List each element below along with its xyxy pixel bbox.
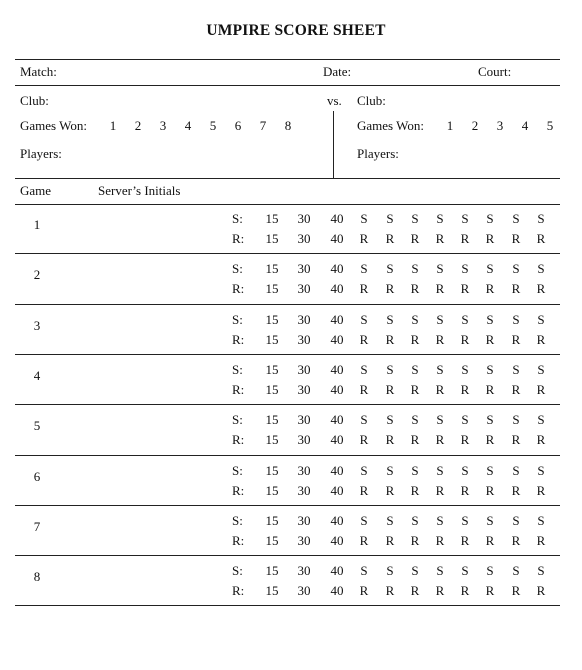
server-mark: S	[360, 462, 368, 478]
server-point: 40	[330, 412, 344, 428]
server-mark: S	[436, 261, 444, 277]
server-mark: S	[360, 512, 368, 528]
game-number: 5	[33, 418, 41, 434]
game-number: 3	[33, 317, 41, 333]
receiver-point: 30	[297, 231, 311, 246]
server-mark: S	[461, 462, 469, 478]
server-point: 40	[330, 512, 344, 528]
server-point: 30	[297, 311, 311, 327]
receiver-point: 30	[297, 331, 311, 347]
receiver-point: 15	[265, 231, 279, 246]
receiver-mark: R	[385, 532, 395, 548]
receiver-mark: R	[485, 231, 495, 246]
receiver-point: 30	[297, 381, 311, 397]
right-club-label: Club:	[357, 93, 386, 108]
left-games-won-number: 5	[209, 118, 217, 133]
receiver-mark: R	[359, 331, 369, 347]
server-label: S:	[232, 261, 243, 277]
right-games-won-number: 4	[521, 118, 529, 133]
server-label: S:	[232, 412, 243, 428]
receiver-mark: R	[385, 381, 395, 397]
server-point: 15	[265, 462, 279, 478]
server-mark: S	[486, 261, 494, 277]
server-label: S:	[232, 462, 243, 478]
receiver-mark: R	[410, 381, 420, 397]
server-point: 15	[265, 412, 279, 428]
receiver-point: 40	[330, 331, 344, 347]
server-point: 40	[330, 462, 344, 478]
game-row-rule	[15, 404, 560, 405]
server-mark: S	[411, 412, 419, 428]
team-divider	[333, 111, 334, 178]
server-mark: S	[411, 311, 419, 327]
server-mark: S	[537, 361, 545, 377]
receiver-point: 15	[265, 583, 279, 599]
server-mark: S	[512, 563, 520, 579]
receiver-mark: R	[359, 381, 369, 397]
server-mark: S	[386, 211, 394, 226]
receiver-mark: R	[511, 381, 521, 397]
receiver-point: 40	[330, 281, 344, 297]
receiver-label: R:	[232, 231, 245, 246]
receiver-point: 15	[265, 331, 279, 347]
server-point: 30	[297, 512, 311, 528]
receiver-mark: R	[410, 331, 420, 347]
receiver-label: R:	[232, 381, 245, 397]
receiver-mark: R	[536, 432, 546, 448]
column-heading-rule	[15, 204, 560, 205]
server-mark: S	[537, 311, 545, 327]
server-point: 15	[265, 211, 279, 226]
server-mark: S	[486, 211, 494, 226]
server-mark: S	[486, 512, 494, 528]
receiver-mark: R	[460, 583, 470, 599]
receiver-mark: R	[511, 231, 521, 246]
receiver-mark: R	[435, 482, 445, 498]
left-games-won-number: 6	[234, 118, 242, 133]
receiver-mark: R	[485, 432, 495, 448]
receiver-mark: R	[410, 281, 420, 297]
game-column-heading: Game	[20, 183, 52, 198]
left-games-won-number: 2	[134, 118, 142, 133]
server-mark: S	[386, 311, 394, 327]
receiver-mark: R	[435, 231, 445, 246]
server-mark: S	[512, 211, 520, 226]
receiver-point: 40	[330, 432, 344, 448]
game-number: 1	[33, 217, 41, 232]
server-mark: S	[461, 211, 469, 226]
receiver-mark: R	[536, 231, 546, 246]
receiver-point: 40	[330, 231, 344, 246]
receiver-mark: R	[359, 281, 369, 297]
receiver-mark: R	[511, 532, 521, 548]
receiver-mark: R	[511, 331, 521, 347]
server-mark: S	[461, 361, 469, 377]
server-mark: S	[436, 361, 444, 377]
server-point: 15	[265, 261, 279, 277]
receiver-mark: R	[511, 281, 521, 297]
receiver-mark: R	[410, 583, 420, 599]
receiver-mark: R	[460, 331, 470, 347]
server-point: 40	[330, 563, 344, 579]
receiver-point: 40	[330, 532, 344, 548]
server-mark: S	[436, 512, 444, 528]
right-games-won-number: 2	[471, 118, 479, 133]
receiver-mark: R	[536, 532, 546, 548]
server-mark: S	[411, 361, 419, 377]
server-mark: S	[461, 412, 469, 428]
server-point: 15	[265, 512, 279, 528]
server-point: 15	[265, 311, 279, 327]
left-players-label: Players:	[20, 146, 62, 161]
receiver-point: 40	[330, 583, 344, 599]
game-number: 6	[33, 468, 41, 484]
receiver-mark: R	[536, 331, 546, 347]
server-point: 30	[297, 462, 311, 478]
receiver-point: 30	[297, 482, 311, 498]
server-mark: S	[537, 563, 545, 579]
right-games-won-number: 1	[446, 118, 454, 133]
receiver-mark: R	[460, 281, 470, 297]
server-mark: S	[360, 211, 368, 226]
server-point: 15	[265, 563, 279, 579]
game-row-rule	[15, 455, 560, 456]
server-mark: S	[360, 563, 368, 579]
game-row-rule	[15, 605, 560, 606]
servers-initials-heading: Server’s Initials	[98, 183, 181, 198]
receiver-mark: R	[385, 583, 395, 599]
receiver-mark: R	[385, 231, 395, 246]
server-label: S:	[232, 211, 243, 226]
receiver-mark: R	[385, 281, 395, 297]
receiver-mark: R	[435, 583, 445, 599]
game-number: 8	[33, 569, 41, 585]
receiver-mark: R	[435, 281, 445, 297]
receiver-mark: R	[460, 532, 470, 548]
receiver-mark: R	[511, 432, 521, 448]
sheet-title: UMPIRE SCORE SHEET	[206, 22, 386, 39]
server-mark: S	[411, 512, 419, 528]
server-mark: S	[411, 462, 419, 478]
receiver-mark: R	[435, 432, 445, 448]
server-mark: S	[386, 462, 394, 478]
receiver-mark: R	[359, 583, 369, 599]
receiver-mark: R	[435, 331, 445, 347]
receiver-mark: R	[536, 281, 546, 297]
server-mark: S	[436, 563, 444, 579]
right-players-label: Players:	[357, 146, 399, 161]
server-point: 30	[297, 261, 311, 277]
receiver-point: 15	[265, 432, 279, 448]
server-point: 15	[265, 361, 279, 377]
server-mark: S	[486, 361, 494, 377]
receiver-mark: R	[511, 482, 521, 498]
receiver-label: R:	[232, 482, 245, 498]
server-point: 40	[330, 211, 344, 226]
receiver-mark: R	[410, 482, 420, 498]
receiver-point: 15	[265, 281, 279, 297]
game-row-rule	[15, 555, 560, 556]
server-mark: S	[360, 261, 368, 277]
receiver-mark: R	[485, 532, 495, 548]
server-mark: S	[486, 311, 494, 327]
receiver-mark: R	[536, 583, 546, 599]
server-mark: S	[537, 211, 545, 226]
server-point: 40	[330, 261, 344, 277]
receiver-mark: R	[410, 231, 420, 246]
receiver-point: 40	[330, 381, 344, 397]
server-mark: S	[436, 211, 444, 226]
receiver-mark: R	[435, 532, 445, 548]
server-mark: S	[537, 412, 545, 428]
receiver-mark: R	[410, 532, 420, 548]
vs-label: vs.	[327, 93, 342, 108]
server-point: 30	[297, 361, 311, 377]
game-row-rule	[15, 304, 560, 305]
receiver-mark: R	[460, 381, 470, 397]
receiver-label: R:	[232, 532, 245, 548]
receiver-mark: R	[536, 482, 546, 498]
receiver-mark: R	[485, 381, 495, 397]
server-mark: S	[461, 261, 469, 277]
server-mark: S	[386, 512, 394, 528]
receiver-point: 40	[330, 482, 344, 498]
receiver-point: 30	[297, 281, 311, 297]
server-label: S:	[232, 512, 243, 528]
server-mark: S	[486, 563, 494, 579]
right-games-won-number: 5	[546, 118, 554, 133]
receiver-mark: R	[460, 482, 470, 498]
receiver-mark: R	[359, 231, 369, 246]
receiver-point: 15	[265, 532, 279, 548]
server-mark: S	[386, 563, 394, 579]
header-match-rule	[15, 85, 560, 86]
receiver-mark: R	[511, 583, 521, 599]
server-mark: S	[486, 462, 494, 478]
server-mark: S	[537, 512, 545, 528]
left-games-won-number: 8	[284, 118, 292, 133]
game-number: 7	[33, 518, 41, 534]
left-games-won-number: 1	[109, 118, 117, 133]
server-mark: S	[411, 563, 419, 579]
game-number: 4	[33, 367, 41, 383]
receiver-point: 30	[297, 432, 311, 448]
server-point: 30	[297, 563, 311, 579]
game-row-rule	[15, 253, 560, 254]
receiver-mark: R	[485, 281, 495, 297]
receiver-mark: R	[460, 231, 470, 246]
receiver-mark: R	[485, 331, 495, 347]
date-label: Date:	[323, 64, 352, 79]
server-mark: S	[436, 412, 444, 428]
header-bottom-rule	[15, 178, 560, 179]
server-mark: S	[360, 311, 368, 327]
server-mark: S	[386, 361, 394, 377]
left-club-label: Club:	[20, 93, 49, 108]
left-games-won-number: 7	[259, 118, 267, 133]
receiver-mark: R	[536, 381, 546, 397]
server-mark: S	[436, 311, 444, 327]
receiver-point: 15	[265, 482, 279, 498]
server-mark: S	[537, 462, 545, 478]
game-row-rule	[15, 505, 560, 506]
server-mark: S	[360, 412, 368, 428]
server-point: 30	[297, 211, 311, 226]
receiver-label: R:	[232, 432, 245, 448]
left-games-won-label: Games Won:	[20, 118, 87, 133]
server-mark: S	[537, 261, 545, 277]
receiver-mark: R	[359, 482, 369, 498]
match-label: Match:	[20, 64, 57, 79]
receiver-point: 15	[265, 381, 279, 397]
receiver-mark: R	[410, 432, 420, 448]
server-mark: S	[411, 261, 419, 277]
receiver-mark: R	[485, 583, 495, 599]
server-label: S:	[232, 563, 243, 579]
receiver-mark: R	[385, 432, 395, 448]
receiver-mark: R	[460, 432, 470, 448]
server-mark: S	[512, 311, 520, 327]
left-games-won-number: 3	[159, 118, 167, 133]
server-point: 30	[297, 412, 311, 428]
server-mark: S	[360, 361, 368, 377]
right-games-won-number: 3	[496, 118, 504, 133]
server-mark: S	[512, 412, 520, 428]
server-mark: S	[512, 512, 520, 528]
server-mark: S	[411, 211, 419, 226]
receiver-label: R:	[232, 583, 245, 599]
receiver-label: R:	[232, 331, 245, 347]
receiver-mark: R	[359, 532, 369, 548]
receiver-mark: R	[435, 381, 445, 397]
receiver-mark: R	[385, 331, 395, 347]
server-mark: S	[512, 462, 520, 478]
server-mark: S	[461, 311, 469, 327]
server-mark: S	[512, 361, 520, 377]
server-label: S:	[232, 361, 243, 377]
server-point: 40	[330, 311, 344, 327]
server-mark: S	[512, 261, 520, 277]
server-point: 40	[330, 361, 344, 377]
receiver-mark: R	[485, 482, 495, 498]
server-label: S:	[232, 311, 243, 327]
server-mark: S	[486, 412, 494, 428]
server-mark: S	[461, 512, 469, 528]
game-row-rule	[15, 354, 560, 355]
server-mark: S	[461, 563, 469, 579]
receiver-point: 30	[297, 583, 311, 599]
server-mark: S	[386, 412, 394, 428]
server-mark: S	[386, 261, 394, 277]
game-number: 2	[33, 267, 41, 283]
receiver-mark: R	[359, 432, 369, 448]
receiver-mark: R	[385, 482, 395, 498]
receiver-label: R:	[232, 281, 245, 297]
court-label: Court:	[478, 64, 512, 79]
left-games-won-number: 4	[184, 118, 192, 133]
right-games-won-label: Games Won:	[357, 118, 424, 133]
server-mark: S	[436, 462, 444, 478]
receiver-point: 30	[297, 532, 311, 548]
header-top-rule	[15, 59, 560, 60]
